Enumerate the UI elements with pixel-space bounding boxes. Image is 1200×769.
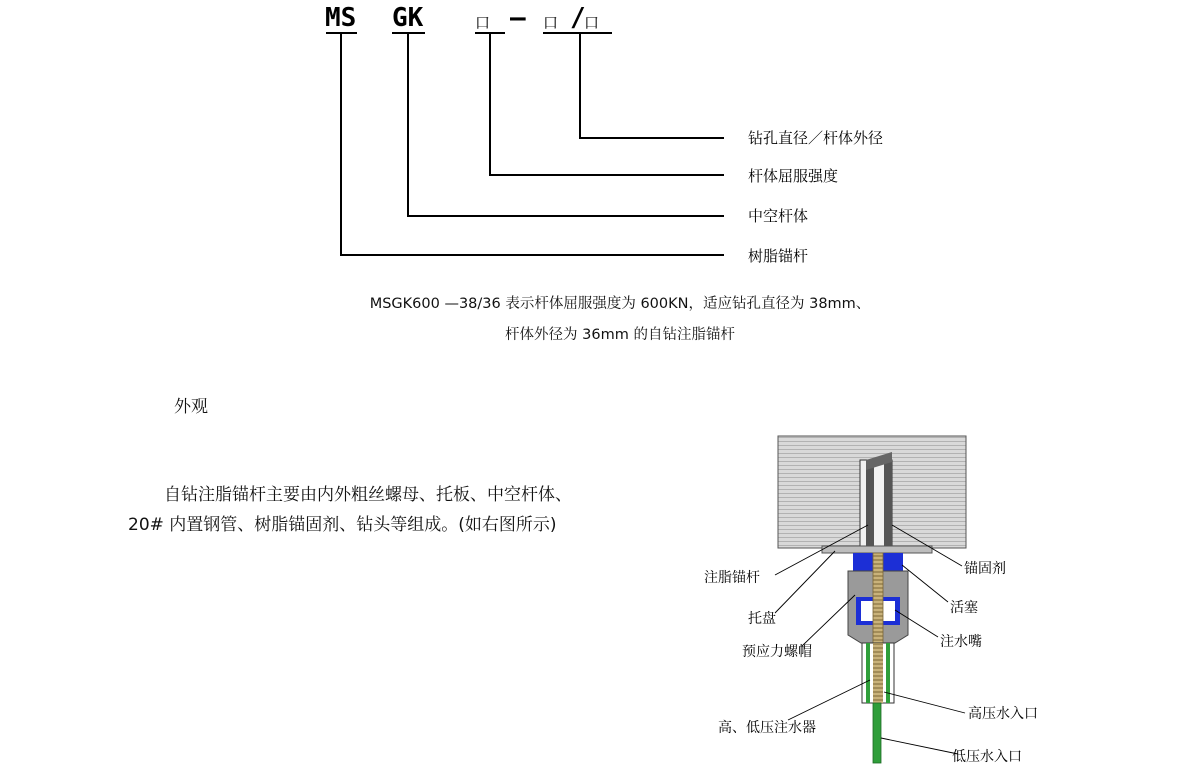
label-anchoring-agent: 锚固剂	[964, 561, 1006, 577]
injector-core	[873, 643, 883, 703]
code-prefix-ms: MS	[325, 3, 357, 33]
label-strength: 杆体屈服强度	[748, 167, 839, 185]
code-placeholder-rod: 口	[584, 14, 600, 32]
leader-line-hollow	[408, 33, 724, 216]
label-tray: 托盘	[748, 611, 776, 627]
label-piston: 活塞	[950, 600, 978, 616]
leader-injector	[788, 680, 870, 720]
label-high-pressure-inlet: 高压水入口	[968, 706, 1038, 722]
code-dash: —	[510, 3, 526, 33]
model-code-diagram	[0, 0, 1200, 290]
tray-plate	[822, 546, 932, 553]
appearance-heading: 外观	[174, 397, 208, 417]
appearance-paragraph	[128, 480, 668, 540]
leader-line-resin	[341, 33, 724, 255]
paragraph-line-2: 20# 内置钢管、树脂锚固剂、钻头等组成。(如右图所示)	[128, 515, 557, 535]
paragraph-line-1: 自钻注脂锚杆主要由内外粗丝螺母、托板、中空杆体、	[164, 485, 572, 505]
label-low-pressure-inlet: 低压水入口	[952, 749, 1022, 765]
label-resin-anchor-part: 注脂锚杆	[704, 570, 760, 586]
leader-line-strength	[490, 33, 724, 175]
leader-line-diameter	[580, 33, 724, 138]
label-injection-nozzle: 注水嘴	[940, 634, 982, 650]
label-hollow-rod: 中空杆体	[748, 207, 809, 225]
leader-high-inlet	[884, 692, 965, 713]
leader-piston	[902, 565, 948, 602]
code-slash: /	[570, 3, 586, 33]
threaded-rod	[873, 553, 883, 643]
anchor-bolt-diagram	[690, 430, 1090, 765]
hollow-rod-wall-right	[884, 460, 892, 548]
example-line-2: 杆体外径为 36mm 的自钻注脂锚杆	[505, 327, 735, 343]
hollow-rod-wall-left	[866, 460, 874, 548]
label-resin-anchor: 树脂锚杆	[748, 247, 809, 265]
leader-nut	[802, 595, 855, 646]
leader-low-inlet	[881, 738, 958, 754]
injector-wall-left	[866, 643, 870, 703]
label-prestressed-nut: 预应力螺帽	[742, 644, 812, 660]
injector-wall-right	[886, 643, 890, 703]
leader-tray	[775, 551, 835, 613]
code-placeholder-drill: 口	[543, 14, 559, 32]
code-prefix-gk: GK	[392, 3, 424, 33]
example-line-1: MSGK600 —38/36 表示杆体屈服强度为 600KN，适应钻孔直径为 38mm、	[369, 296, 871, 312]
low-pressure-pipe	[873, 703, 881, 763]
code-placeholder-strength: 口	[475, 14, 491, 32]
label-diameter: 钻孔直径／杆体外径	[748, 129, 884, 147]
label-injector: 高、低压注水器	[718, 720, 816, 736]
